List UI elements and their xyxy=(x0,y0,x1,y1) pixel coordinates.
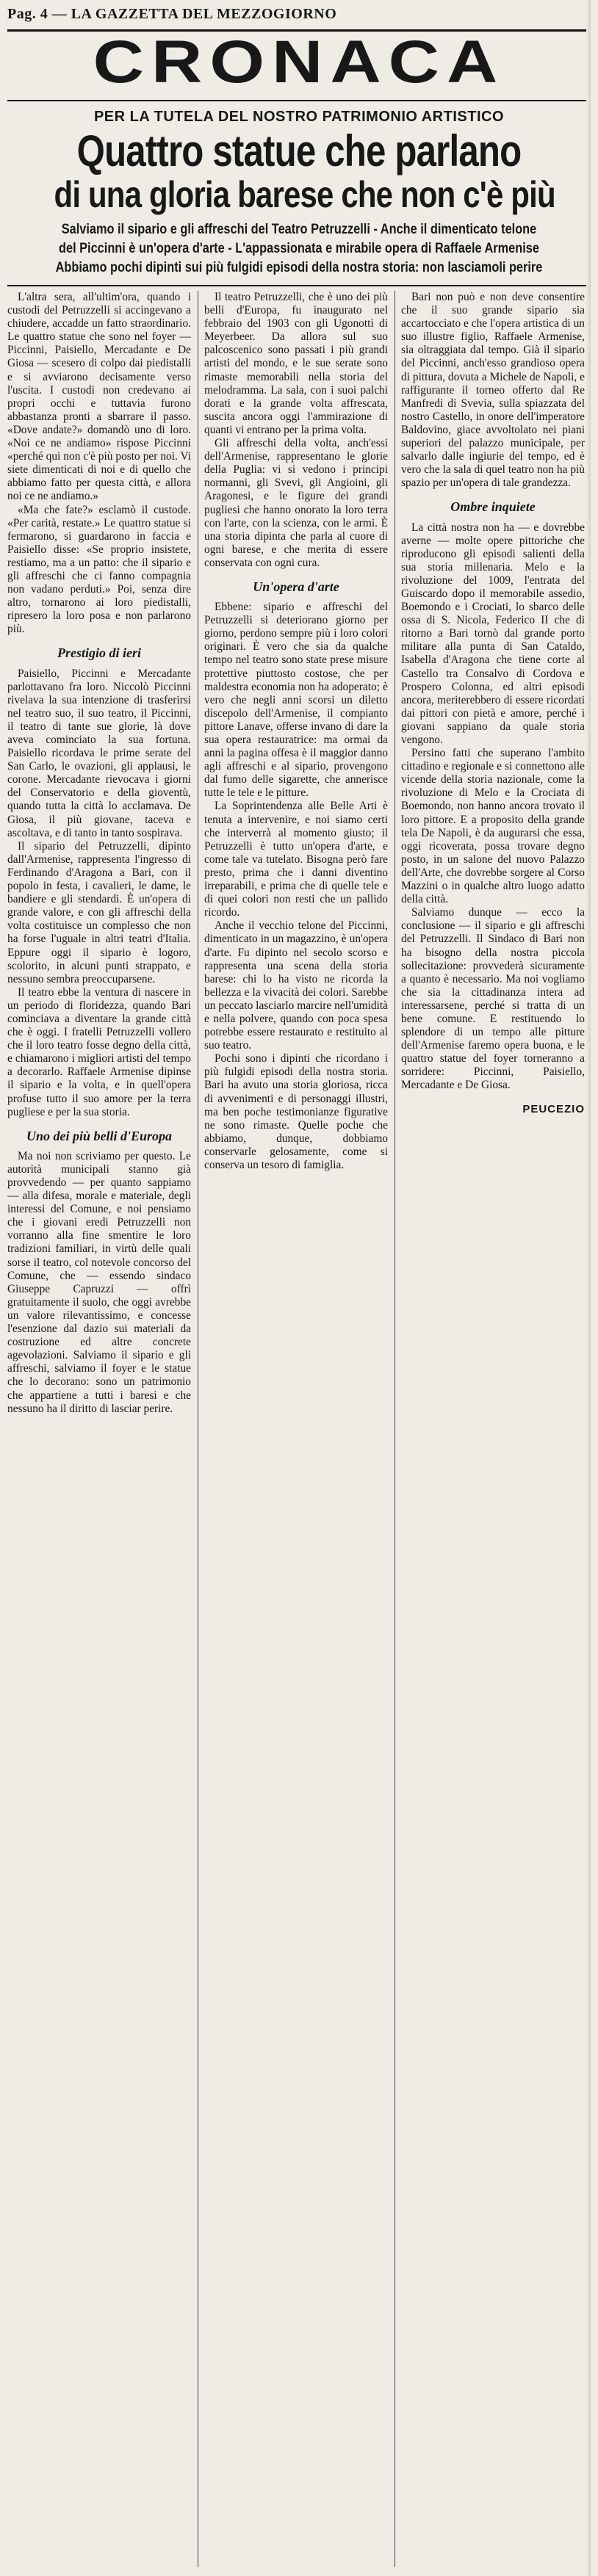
page-folio: Pag. 4 — LA GAZZETTA DEL MEZZOGIORNO xyxy=(7,6,337,22)
subheading: Ombre inquiete xyxy=(450,499,536,515)
paragraph: Il teatro Petruzzelli, che è uno dei più belli d'Europa, fu inaugurato nel febbraio del 1903 con gli Ugonotti di Meyerbeer. Da allora sul suo palcoscenico sono passati i più grandi artisti del mondo, e le sue serate sono rimaste memorabili nella storia del melodramma. La sala, con i suoi palchi dorati e la grande volta affrescata, suscita ancora oggi l'ammirazione di quanti vi entrano per la prima volta. xyxy=(204,291,388,436)
subheading: Uno dei più belli d'Europa xyxy=(26,1128,173,1143)
paragraph: L'altra sera, all'ultim'ora, quando i custodi del Petruzzelli si accingevano a chiudere, accadde un fatto straordinario. Le quattro statue che sono nel foyer — Piccinni, Paisiello, Mercadante e De Giosa — scesero di colpo dai piedistalli e si avviarono decisamente verso l'uscita. I custodi non credevano ai propri occhi e tuttavia furono abbastanza pronti a sbarrare il passo. «Dove andate?» domandò uno di loro. «Noi ce ne andiamo» rispose Piccinni «perché qui non c'è più posto per noi. Vi siete dimenticati di noi e di quello che abbiamo fatto per questa città, e allora noi ce ne andiamo.» xyxy=(7,291,191,503)
paragraph: Il sipario del Petruzzelli, dipinto dall'Armenise, rappresenta l'ingresso di Ferdinando d'Aragona a Bari, con il popolo in festa, i cavalieri, le dame, le bandiere e gli stendardi. È un'opera di grande valore, e con gli affreschi della volta costituisce un complesso che non ha forse l'uguale in altri teatri d'Italia. Eppure oggi il sipario è logoro, scolorito, in alcuni punti strappato, e nessuno sembra preoccuparsene. xyxy=(7,839,191,985)
subheading: Prestigio di ieri xyxy=(57,645,141,661)
paragraph: Ma noi non scriviamo per questo. Le autorità municipali stanno già provvedendo — per quanto sappiamo — alla difesa, morale e materiale, degli interessi del Comune, e noi pensiamo che i giovani eredi Petruzzelli non vorranno alla fine smentire le loro tradizioni familiari, in virtù delle quali sorse il teatro, col notevole concorso del Comune, che — essendo sindaco Giuseppe Capruzzi — offrì gratuitamente il suolo, che oggi avrebbe un valore rilevantissimo, e concesse l'esenzione dal dazio sui materiali da costruzione ed altre concrete agevolazioni. Salviamo il sipario e gli affreschi, salviamo il foyer e le statue che lo decorano: sono un patrimonio che appartiene a tutti i baresi e che nessuno ha il diritto di lasciar perire. xyxy=(7,1149,191,1415)
headline-line-2: di una gloria barese che non c'è più xyxy=(54,174,555,215)
paragraph: Pochi sono i dipinti che ricordano i più fulgidi episodi della nostra storia. Bari ha avuto una storia gloriosa, ricca di avvenimenti e di personaggi illustri, ma ben poche testimonianze figurative ne sono rimaste. Quelle poche che abbiamo, dunque, dobbiamo conservarle gelosamente, come si conserva un tesoro di famiglia. xyxy=(204,1052,388,1171)
page-edge xyxy=(586,0,591,2576)
section-rule xyxy=(7,100,591,101)
paragraph: Gli affreschi della volta, anch'essi dell'Armenise, rappresentano le glorie della Puglia: vi si vedono i principi normanni, gli Svevi, gli Angioini, gli Aragonesi, e le figure dei grandi pugliesi che hanno onorato la loro terra con l'arte, con la scienza, con le armi. È una storia dipinta che parla al cuore di ogni barese, e che merita di essere conservata con ogni cura. xyxy=(204,437,388,569)
summary-line: Salviamo il sipario e gli affreschi del Teatro Petruzzelli - Anche il dimenticato telone xyxy=(61,222,537,237)
article-body xyxy=(7,291,591,2567)
paragraph: Persino fatti che superano l'ambito cittadino e regionale e si connettono alle vicende della storia nazionale, come la rivoluzione di Melo e la Crociata di Boemondo, non hanno ancora trovato il loro pittore. E a proposito della grande tela De Napoli, è da augurarsi che essa, oggi ricoverata, possa trovare degno posto, in un salone del nuovo Palazzo dell'Arte, che dovrebbe sorgere al Corso Mazzini o in qualche altro luogo adatto della città. xyxy=(401,747,585,906)
paragraph: La Soprintendenza alle Belle Arti è tenuta a intervenire, e noi siamo certi che interverrà al momento giusto; il Petruzzelli è tutto un'opera d'arte, e come tale va tutelato. Bisogna però fare presto, prima che i danni diventino irreparabili, e prima che di quelle tele e di quei colori non resti che un pallido ricordo. xyxy=(204,800,388,919)
paragraph: Paisiello, Piccinni e Mercadante parlottavano fra loro. Niccolò Piccinni rivelava la sua intenzione di trasferirsi nel teatro suo, il suo teatro, il Piccinni, il teatro di tante sue glorie, là dove aveva cominciato la sua fortuna. Paisiello ricordava le prime serate del San Carlo, le ovazioni, gli applausi, le corone. Mercadante rievocava i giorni del Conservatorio e della gioventù, quando tutta la città lo acclamava. De Giosa, il più giovane, taceva e ascoltava, e di tanto in tanto sospirava. xyxy=(7,667,191,839)
paragraph: «Ma che fate?» esclamò il custode. «Per carità, restate.» Le quattro statue si fermarono, si guardarono in faccia e Paisiello disse: «Se proprio insistete, restiamo, ma a un patto: che il sipario e gli affreschi che ci fanno compagnia non vadano perduti.» Poi, senza dire altro, tornarono ai loro piedistalli, ripresero la loro posa e non parlarono più. xyxy=(7,503,191,636)
subheading: Un'opera d'arte xyxy=(253,579,339,594)
paragraph: Anche il vecchio telone del Piccinni, dimenticato in un magazzino, è un'opera d'arte. Fu dipinto nel secolo scorso e rappresenta una scena della storia barese: chi lo ha visto ne ricorda la bellezza e la vivacità dei colori. Sarebbe un peccato lasciarlo marcire nell'umidità e nella polvere, quando con poca spesa potrebbe essere restaurato e restituito al suo teatro. xyxy=(204,919,388,1052)
paragraph: Salviamo dunque — ecco la conclusione — il sipario e gli affreschi del Petruzzelli. Il Sindaco di Bari non ha bisogno della nostra piccola sollecitazione: provvederà sicuramente a quanto è necessario. Ma noi vogliamo che sia la cittadinanza intera ad interessarsene, perché si tratta di un bene comune. E restituendo lo splendore di un tempo alle pitture dell'Armenise faremo opera buona, e le quattro statue del foyer torneranno a sorridere: Piccinni, Paisiello, Mercadante e De Giosa. xyxy=(401,906,585,1092)
column-1 xyxy=(7,291,191,2567)
column-3 xyxy=(401,291,585,2567)
headline-kicker: PER LA TUTELA DEL NOSTRO PATRIMONIO ARTISTICO xyxy=(93,109,505,125)
summary-rule xyxy=(7,285,591,286)
paragraph: Bari non può e non deve consentire che il suo grande sipario sia accartocciato e che l'opera artistica di un suo illustre figlio, Raffaele Armenise, sia oltraggiata dal tempo. Già il sipario del Piccinni, anch'esso grandioso opera di pittura, dovuta a Michele de Napoli, e raffigurante il torneo offerto dal Re Manfredi di Svevia, sulla spiazzata del nostro Castello, in onore dell'imperatore Baldovino, giace avvoltolato nei piani superiori del palazzo municipale, per salvarlo dalle ingiurie del tempo, ed è vero che la sala di quel teatro non ha più spazio per un'opera di tale grandezza. xyxy=(401,291,585,490)
headline-line-1: Quattro statue che parlano xyxy=(76,126,522,176)
section-title: CRONACA xyxy=(93,28,505,95)
article-summary xyxy=(7,220,591,278)
paragraph: Ebbene: sipario e affreschi del Petruzzelli si deteriorano giorno per giorno, perdono sempre più i loro colori originari. È vero che sia da qualche tempo nel teatro sono state prese misure protettive piuttosto costose, che per maldestra economia non ha adoperato; è vero che negli anni scorsi un diletto discepolo dell'Armenise, il compianto pittore Lanave, offerse invano di dare la sua opera restauratrice: ma ormai da anni la pagina offesa è il maggior danno agli affreschi e al sipario, provengono dal fumo delle sigarette, che annerisce tutte le tele e le pitture. xyxy=(204,601,388,800)
paragraph: Il teatro ebbe la ventura di nascere in un periodo di floridezza, quando Bari cominciava a diventare la grande città che è oggi. I fratelli Petruzzelli vollero che il loro teatro fosse degno della città, e chiamarono i migliori artisti del tempo a decorarlo. Raffaele Armenise dipinse il sipario e la volta, e in quell'opera profuse tutto il suo amore per la terra pugliese e per la sua storia. xyxy=(7,985,191,1118)
author-signature: PEUCEZIO xyxy=(522,1102,585,1115)
summary-line: Abbiamo pochi dipinti sui più fulgidi episodi della nostra storia: non lasciamoli perire xyxy=(55,260,543,275)
newspaper-page xyxy=(7,0,591,2576)
paragraph: La città nostra non ha — e dovrebbe averne — molte opere pittoriche che riproducono gli episodi salienti della sua storia millenaria. Melo e la rivoluzione del 1009, l'entrata del Guiscardo dopo il memorabile assedio, Boemondo e i Crociati, lo sbarco delle ossa di S. Nicola, Federico II che di ritorno a Bari tornò dal grande porto militare alla punta di San Cataldo, Isabella d'Aragona che tiene corte al Castello tra Consalvo di Cordova e Prospero Colonna, ed altri episodi ancora, meriterebbero di essere ricordati dai pittori con pietà e amore, perché i giovani sappiano da quale storia vengono. xyxy=(401,521,585,746)
article-headline xyxy=(7,126,591,215)
column-2 xyxy=(204,291,388,2567)
summary-line: del Piccinni è un'opera d'arte - L'appassionata e mirabile opera di Raffaele Armenise xyxy=(59,241,539,256)
